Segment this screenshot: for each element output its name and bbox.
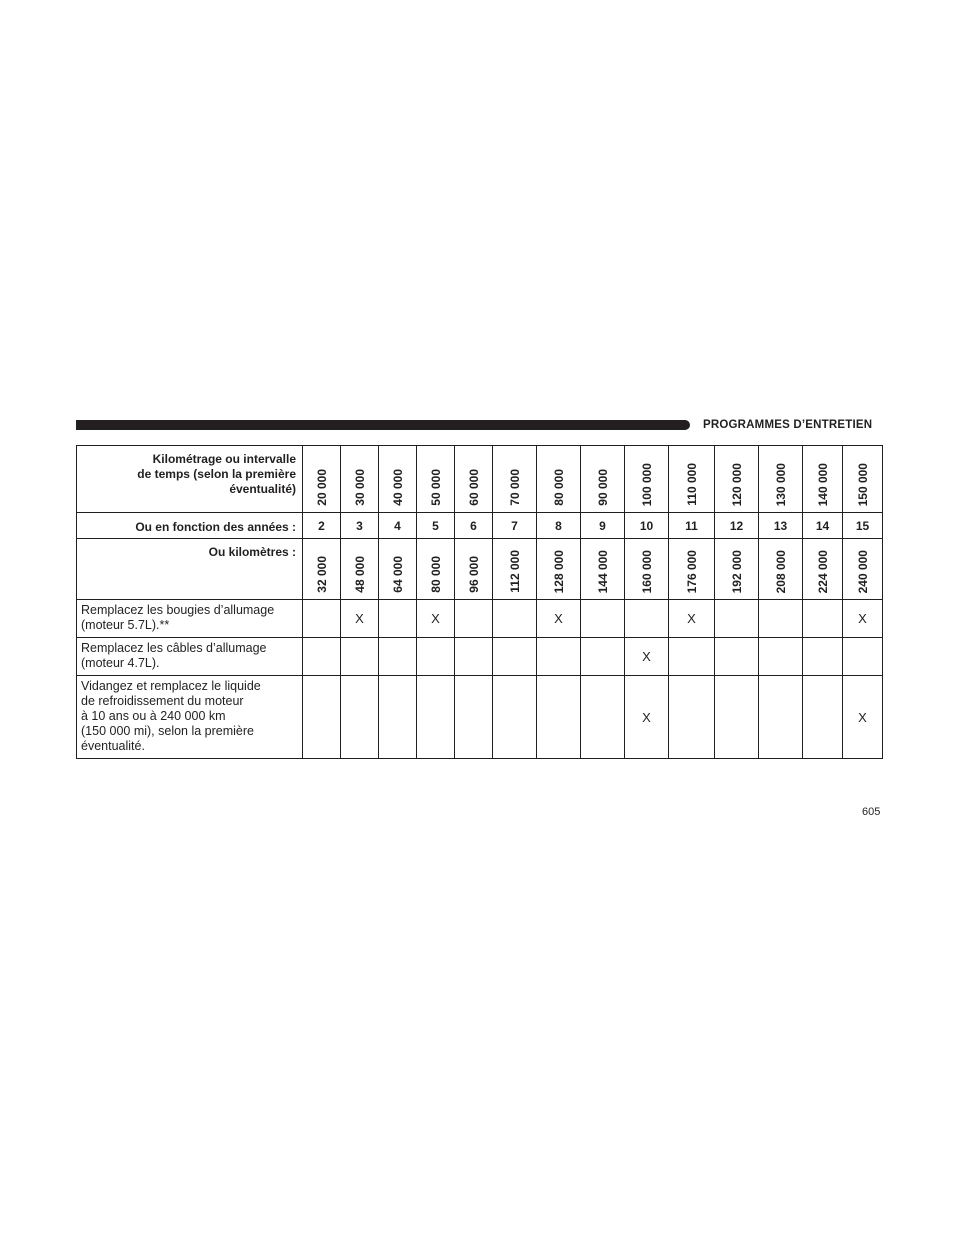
empty-cell	[715, 676, 759, 759]
task-description-line: éventualité.	[81, 739, 145, 753]
km-interval-cell	[493, 539, 537, 600]
kilometers-label: Ou kilomètres :	[77, 539, 303, 600]
empty-cell	[669, 676, 715, 759]
miles-interval-value: 20 000	[314, 469, 329, 506]
empty-cell	[759, 600, 803, 638]
miles-interval-cell	[379, 446, 417, 513]
year-value: 11	[669, 513, 715, 539]
km-interval-value: 144 000	[595, 549, 610, 593]
km-interval-value: 208 000	[773, 549, 788, 593]
km-interval-cell	[537, 539, 581, 600]
empty-cell	[625, 600, 669, 638]
km-interval-cell	[581, 539, 625, 600]
miles-interval-cell	[759, 446, 803, 513]
task-description	[77, 600, 303, 638]
km-interval-value: 64 000	[390, 556, 405, 593]
miles-interval-value: 120 000	[729, 462, 744, 506]
section-header-bar	[76, 420, 690, 430]
miles-interval-cell	[303, 446, 341, 513]
miles-interval-value: 30 000	[352, 469, 367, 506]
miles-interval-cell	[417, 446, 455, 513]
miles-interval-value: 140 000	[815, 462, 830, 506]
task-row	[77, 676, 883, 759]
km-interval-value: 192 000	[729, 549, 744, 593]
empty-cell	[341, 638, 379, 676]
km-interval-value: 176 000	[684, 549, 699, 593]
empty-cell	[803, 676, 843, 759]
km-interval-cell	[803, 539, 843, 600]
empty-cell	[581, 638, 625, 676]
service-mark: X	[669, 600, 715, 638]
empty-cell	[803, 600, 843, 638]
year-value: 8	[537, 513, 581, 539]
empty-cell	[759, 638, 803, 676]
year-value: 13	[759, 513, 803, 539]
empty-cell	[379, 676, 417, 759]
empty-cell	[493, 676, 537, 759]
km-interval-value: 240 000	[855, 549, 870, 593]
section-title: PROGRAMMES D’ENTRETIEN	[703, 419, 873, 431]
empty-cell	[455, 638, 493, 676]
km-interval-value: 96 000	[466, 556, 481, 593]
service-mark: X	[843, 676, 883, 759]
km-interval-value: 160 000	[639, 549, 654, 593]
empty-cell	[341, 676, 379, 759]
year-value: 14	[803, 513, 843, 539]
service-mark: X	[843, 600, 883, 638]
mileage-label-line: Kilométrage ou intervalle	[152, 452, 296, 466]
km-interval-value: 128 000	[551, 549, 566, 593]
miles-interval-cell	[669, 446, 715, 513]
miles-interval-cell	[455, 446, 493, 513]
page-number: 605	[862, 806, 881, 818]
empty-cell	[493, 600, 537, 638]
service-mark: X	[625, 638, 669, 676]
empty-cell	[803, 638, 843, 676]
task-row	[77, 600, 883, 638]
year-value: 4	[379, 513, 417, 539]
year-value: 10	[625, 513, 669, 539]
task-description-line: (moteur 5.7L).**	[81, 618, 170, 632]
service-mark: X	[341, 600, 379, 638]
empty-cell	[303, 676, 341, 759]
miles-interval-value: 90 000	[595, 469, 610, 506]
km-interval-cell	[417, 539, 455, 600]
task-description-line: Vidangez et remplacez le liquide	[81, 679, 261, 693]
year-value: 9	[581, 513, 625, 539]
km-interval-cell	[379, 539, 417, 600]
empty-cell	[455, 600, 493, 638]
year-value: 2	[303, 513, 341, 539]
mileage-label-line: éventualité)	[229, 482, 296, 496]
year-value: 7	[493, 513, 537, 539]
maintenance-schedule-table	[76, 445, 883, 759]
task-row	[77, 638, 883, 676]
miles-interval-cell	[537, 446, 581, 513]
miles-interval-value: 70 000	[507, 469, 522, 506]
km-interval-cell	[341, 539, 379, 600]
miles-interval-value: 130 000	[773, 462, 788, 506]
year-value: 3	[341, 513, 379, 539]
years-row	[77, 513, 883, 539]
empty-cell	[537, 676, 581, 759]
km-interval-cell	[669, 539, 715, 600]
task-description-line: Remplacez les câbles d’allumage	[81, 641, 267, 655]
km-interval-cell	[759, 539, 803, 600]
empty-cell	[581, 600, 625, 638]
miles-interval-cell	[493, 446, 537, 513]
empty-cell	[843, 638, 883, 676]
miles-interval-cell	[341, 446, 379, 513]
years-label: Ou en fonction des années :	[77, 513, 303, 539]
km-interval-value: 48 000	[352, 556, 367, 593]
empty-cell	[669, 638, 715, 676]
miles-interval-value: 50 000	[428, 469, 443, 506]
miles-interval-value: 100 000	[639, 462, 654, 506]
year-value: 12	[715, 513, 759, 539]
task-description-line: (moteur 4.7L).	[81, 656, 160, 670]
km-interval-value: 112 000	[507, 550, 522, 593]
empty-cell	[493, 638, 537, 676]
miles-interval-value: 60 000	[466, 469, 481, 506]
task-description-line: à 10 ans ou à 240 000 km	[81, 709, 226, 723]
miles-interval-cell	[715, 446, 759, 513]
empty-cell	[715, 638, 759, 676]
task-description-line: (150 000 mi), selon la première	[81, 724, 254, 738]
service-mark: X	[417, 600, 455, 638]
empty-cell	[303, 600, 341, 638]
task-description	[77, 638, 303, 676]
miles-interval-value: 110 000	[684, 463, 699, 506]
kilometers-row	[77, 539, 883, 600]
km-interval-cell	[455, 539, 493, 600]
km-interval-value: 224 000	[815, 549, 830, 593]
miles-interval-value: 40 000	[390, 469, 405, 506]
empty-cell	[379, 638, 417, 676]
miles-interval-cell	[625, 446, 669, 513]
year-value: 5	[417, 513, 455, 539]
miles-interval-value: 150 000	[855, 462, 870, 506]
year-value: 6	[455, 513, 493, 539]
mileage-label-line: de temps (selon la première	[137, 467, 296, 481]
empty-cell	[455, 676, 493, 759]
empty-cell	[715, 600, 759, 638]
task-description	[77, 676, 303, 759]
mileage-header-row	[77, 446, 883, 513]
miles-interval-cell	[803, 446, 843, 513]
miles-interval-cell	[581, 446, 625, 513]
empty-cell	[303, 638, 341, 676]
km-interval-cell	[303, 539, 341, 600]
empty-cell	[759, 676, 803, 759]
km-interval-cell	[625, 539, 669, 600]
km-interval-cell	[843, 539, 883, 600]
mileage-label-cell	[77, 446, 303, 513]
service-mark: X	[625, 676, 669, 759]
year-value: 15	[843, 513, 883, 539]
empty-cell	[417, 638, 455, 676]
empty-cell	[417, 676, 455, 759]
miles-interval-value: 80 000	[551, 469, 566, 506]
task-description-line: Remplacez les bougies d’allumage	[81, 603, 275, 617]
miles-interval-cell	[843, 446, 883, 513]
km-interval-cell	[715, 539, 759, 600]
km-interval-value: 80 000	[428, 556, 443, 593]
task-description-line: de refroidissement du moteur	[81, 694, 244, 708]
km-interval-value: 32 000	[314, 556, 329, 593]
empty-cell	[581, 676, 625, 759]
service-mark: X	[537, 600, 581, 638]
empty-cell	[379, 600, 417, 638]
empty-cell	[537, 638, 581, 676]
